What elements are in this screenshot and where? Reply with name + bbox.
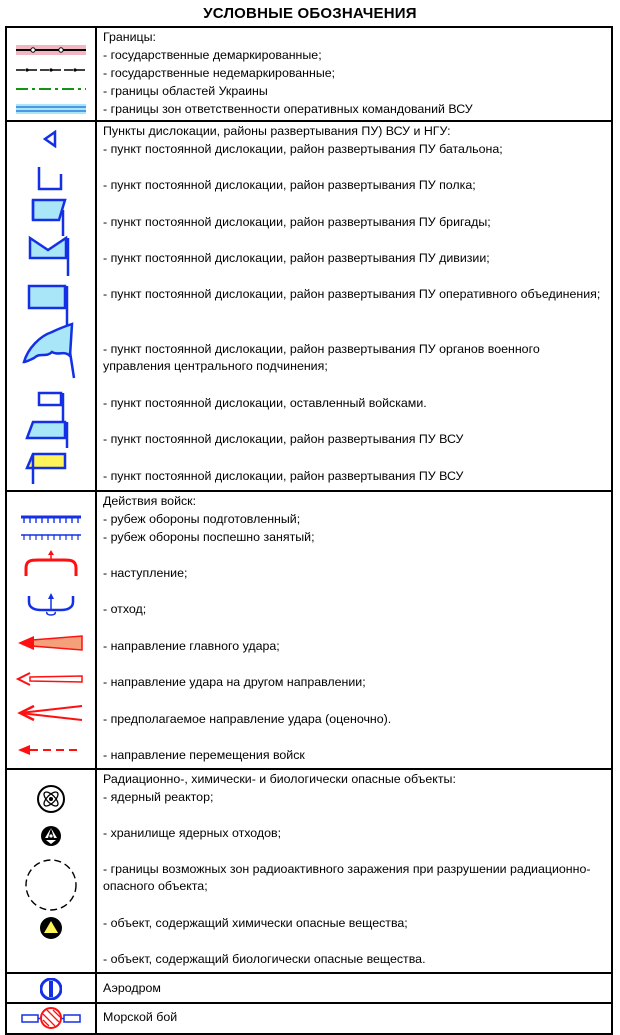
secondary-strike-arrow-icon [7,672,95,686]
battalion-flag-icon [7,130,95,148]
airfield-section [7,974,611,1004]
withdrawal-arrow-icon [7,590,95,616]
offensive-arrow-icon [7,550,95,578]
division-flag-icon [7,234,95,278]
biological-hazard-icon [7,950,95,952]
chemical-hazard-icon [7,916,95,940]
naval-section [7,1004,611,1033]
list-item: - пункт постоянной дислокации, район развертывания ПУ ВСУ [103,469,464,483]
list-item: - пункт постоянной дислокации, район развертывания ПУ полка; [103,178,476,192]
list-item: - государственные недемаркированные; [103,66,336,80]
list-item: - хранилище ядерных отходов; [103,826,282,840]
nuclear-reactor-icon [7,784,95,814]
deployment-heading: Пункты дислокации, районы развертывания ПУ) ВСУ и НГУ: [103,124,451,138]
deployment-section [7,122,611,492]
list-item: - объект, содержащий химически опасные вещества; [103,916,408,930]
naval-label: Морской бой [103,1010,178,1024]
command-zone-border-icon [7,103,95,115]
state-demarcated-border-icon [7,44,95,56]
nuclear-waste-storage-icon [7,825,95,847]
list-item: - ядерный реактор; [103,790,214,804]
legend-title: УСЛОВНЫЕ ОБОЗНАЧЕНИЯ [203,5,417,22]
borders-symbol-column [7,28,97,120]
list-item: - пункт постоянной дислокации, район развертывания ПУ органов военного управления центрального подчинения; [103,342,540,373]
legend-table [5,26,613,1035]
hazards-heading: Радиационно-, химически- и биологически опасные объекты: [103,772,456,786]
borders-heading: Границы: [103,30,157,44]
list-item: - пункт постоянной дислокации, район развертывания ПУ батальона; [103,142,503,156]
list-item: - наступление; [103,566,188,580]
hazards-symbol-column [7,770,97,972]
troop-movement-arrow-icon [7,744,95,756]
hasty-defense-line-icon [7,532,95,542]
deployment-symbol-column [7,122,97,490]
list-item: - направление перемещения войск [103,748,305,762]
afu-command-post-flag-icon [7,420,95,450]
airfield-icon [7,978,95,1000]
prepared-defense-line-icon [7,514,95,524]
actions-section [7,492,611,770]
list-item: - объект, содержащий биологически опасные вещества. [103,952,426,966]
regiment-flag-icon [7,164,95,194]
list-item: - отход; [103,602,147,616]
borders-section [7,28,611,122]
list-item: - пункт постоянной дислокации, район развертывания ПУ бригады; [103,215,491,229]
list-item: - рубеж обороны поспешно занятый; [103,530,315,544]
list-item: - направление главного удара; [103,639,280,653]
list-item: - границы возможных зон радиоактивного заражения при разрушении радиационно- опасного объекта; [103,862,591,893]
estimated-strike-arrow-icon [7,704,95,722]
oblast-border-icon [7,86,95,92]
list-item: - пункт постоянной дислокации, район развертывания ПУ дивизии; [103,251,490,265]
afu-command-post-yellow-flag-icon [7,450,95,486]
contamination-zone-boundary-icon [7,858,95,912]
state-undemarcated-border-icon [7,66,95,74]
list-item: - предполагаемое направление удара (оценочно). [103,712,392,726]
main-strike-arrow-icon [7,634,95,652]
list-item: - пункт постоянной дислокации, район развертывания ПУ ВСУ [103,432,464,446]
airfield-symbol-column [7,974,97,1002]
central-command-flag-icon [7,322,95,380]
list-item: - границы зон ответственности оперативных командований ВСУ [103,102,473,116]
list-item: - границы областей Украины [103,84,268,98]
list-item: - государственные демаркированные; [103,48,322,62]
naval-battle-icon [7,1006,95,1030]
list-item: - направление удара на другом направлении; [103,675,366,689]
airfield-label: Аэродром [103,981,161,995]
naval-symbol-column [7,1004,97,1033]
actions-heading: Действия войск: [103,494,197,508]
brigade-flag-icon [7,196,95,238]
hazards-section [7,770,611,974]
list-item: - пункт постоянной дислокации, район развертывания ПУ оперативного объединения; [103,287,601,301]
list-item: - пункт постоянной дислокации, оставленный войсками. [103,396,427,410]
actions-symbol-column [7,492,97,768]
list-item: - рубеж обороны подготовленный; [103,512,301,526]
